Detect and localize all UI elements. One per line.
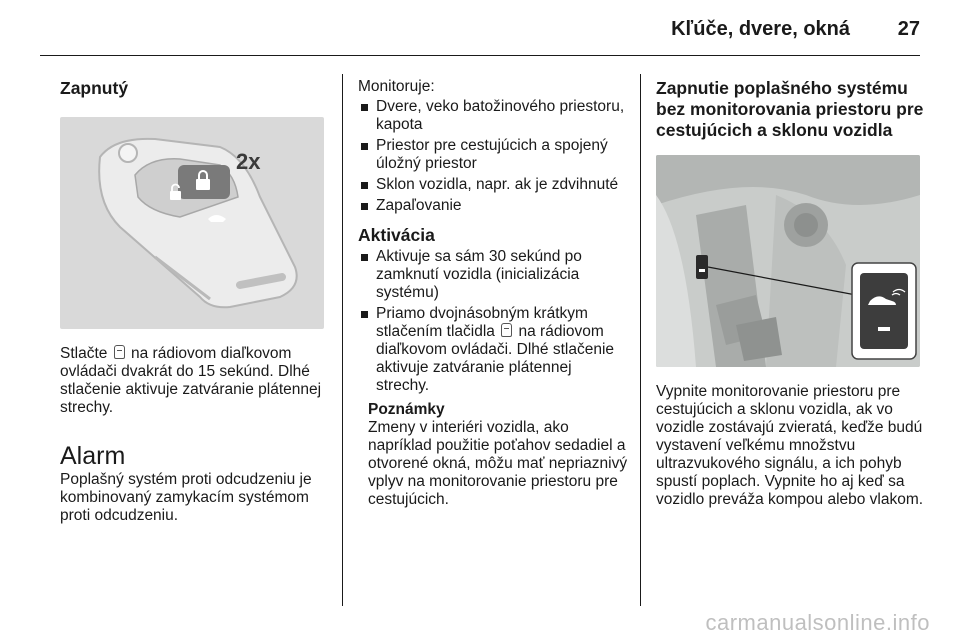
list-item <box>358 305 628 395</box>
monitor-intro: Monitoruje: <box>358 78 435 95</box>
page-header-title: Kľúče, dvere, okná <box>671 18 850 40</box>
column-divider-left <box>342 74 343 606</box>
column-divider-right <box>640 74 641 606</box>
paragraph-alarm-description: Poplašný systém proti odcudzeniu je kombinovaný zamykacím systémom proti odcudzeniu. <box>60 471 312 524</box>
section-heading-activation: Aktivácia <box>358 225 435 245</box>
header-rule <box>40 55 920 56</box>
column-3 <box>656 78 926 509</box>
list-item: Aktivuje sa sám 30 sekúnd po zamknutí vozidla (inicializácia systému) <box>358 248 628 302</box>
page-number: 27 <box>897 18 920 40</box>
activation-list <box>358 248 628 395</box>
note-text: Zmeny v interiéri vozidla, ako napríklad použitie poťahov sedadiel a otvorené okná, môžu mať nepriaznivý vplyv na monitorovanie priestoru pre cestujúcich. <box>368 419 628 508</box>
paragraph-text-end: na rádiovom diaľkovom ovládači dvakrát do 15 sekúnd. Dlhé stlačenie aktivuje zatváranie plátennej strechy. <box>60 345 322 416</box>
monitor-list <box>358 98 628 215</box>
paragraph-disable-monitoring: Vypnite monitorovanie priestoru pre cestujúcich a sklonu vozidla, ak vo vozidle zostávajú zvieratá, keďže budú vystavení veľkému množstvu ultrazvukového signálu, a ich pohyb spustí poplach. Vypnite ho aj keď sa vozidlo preváža kompou alebo vlakom. <box>656 383 924 508</box>
section-heading-enabled: Zapnutý <box>60 78 129 98</box>
key-fob-illustration <box>60 117 324 329</box>
dashboard-button-illustration <box>656 155 920 367</box>
column-1 <box>60 78 330 525</box>
dashboard-svg <box>656 155 920 367</box>
press-twice-label: 2x <box>236 149 261 174</box>
list-item: Zapaľovanie <box>358 197 628 215</box>
section-heading-alarm-without-monitoring: Zapnutie poplašného systému bez monitorovania priestoru pre cestujúcich a sklonu vozidla <box>656 78 924 140</box>
list-item: Sklon vozidla, napr. ak je zdvihnuté <box>358 176 628 194</box>
paragraph-text-start: Stlačte <box>60 345 112 362</box>
list-item: Priestor pre cestujúcich a spojený úložný priestor <box>358 137 628 173</box>
watermark-text: carmanualsonline.info <box>705 610 930 635</box>
key-fob-svg <box>60 117 324 329</box>
lock-key-icon <box>501 323 512 337</box>
section-heading-alarm: Alarm <box>60 442 126 470</box>
lock-key-icon <box>114 345 125 359</box>
list-item: Dvere, veko batožinového priestoru, kapota <box>358 98 628 134</box>
activation-text-end: na rádiovom diaľkovom ovládači. Dlhé stlačenie aktivuje zatváranie plátennej strechy. <box>376 323 615 394</box>
activation-text-start: Priamo dvojnásobným krátkym stlačením tlačidla <box>376 305 588 340</box>
column-2 <box>358 78 628 509</box>
note-heading: Poznámky <box>368 401 445 418</box>
paragraph-enable-instructions <box>60 345 330 417</box>
